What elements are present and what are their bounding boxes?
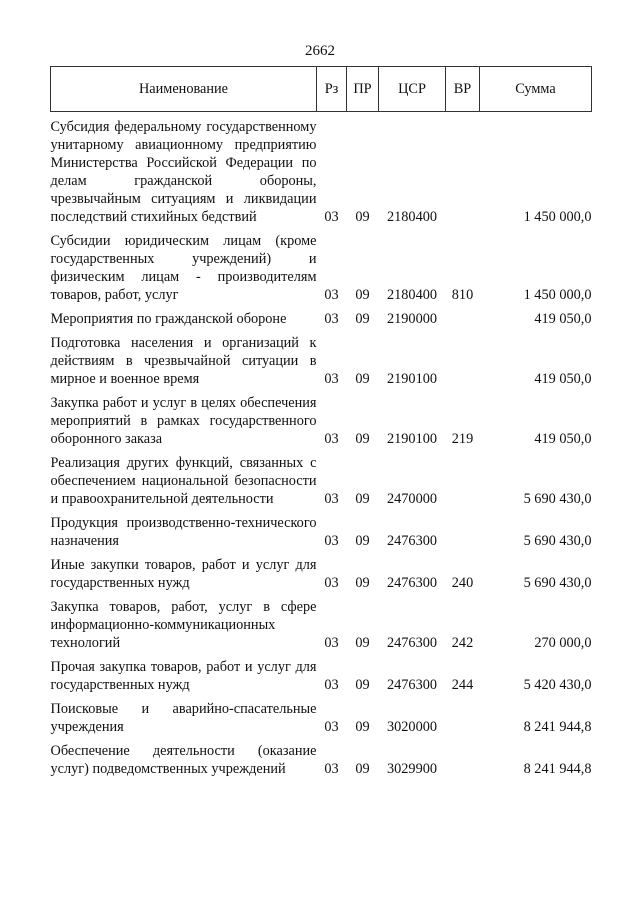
row-name: Реализация других функций, связанных с обеспечением национальной безопасности и правоохранительной деятельности [50, 455, 317, 507]
row-pr: 09 [355, 311, 370, 327]
row-pr: 09 [355, 491, 370, 507]
row-csr: 2180400 [386, 209, 438, 225]
header-name: Наименование [51, 67, 317, 112]
table-header-row [51, 67, 592, 112]
row-name: Прочая закупка товаров, работ и услуг для государственных нужд [50, 659, 317, 693]
table-row [51, 226, 592, 304]
header-csr: ЦСР [379, 67, 446, 112]
row-rz: 03 [324, 431, 339, 447]
row-sum: 5 690 430,0 [523, 575, 592, 591]
row-vr: 242 [451, 635, 474, 651]
row-vr [446, 694, 480, 736]
table-row [51, 304, 592, 328]
row-pr: 09 [355, 761, 370, 777]
row-name: Продукция производственно-технического назначения [50, 515, 317, 549]
row-rz: 03 [324, 491, 339, 507]
row-rz: 03 [324, 575, 339, 591]
table-row [51, 112, 592, 227]
row-pr: 09 [355, 635, 370, 651]
row-name: Закупка работ и услуг в целях обеспечения мероприятий в рамках государственного оборонного заказа [50, 395, 317, 447]
row-vr [446, 736, 480, 778]
row-sum: 8 241 944,8 [523, 761, 592, 777]
row-sum: 419 050,0 [534, 371, 592, 387]
table-row [51, 328, 592, 388]
row-pr: 09 [355, 209, 370, 225]
row-name: Субсидия федеральному государственному унитарному авиационному предприятию Министерства Российской Федерации по делам гражданской обороны, чрезвычайным ситуациям и ликвидации последствий стихийных бедствий [50, 119, 317, 225]
row-vr: 219 [451, 431, 474, 447]
row-csr: 3029900 [386, 761, 438, 777]
row-sum: 5 420 430,0 [523, 677, 592, 693]
row-rz: 03 [324, 209, 339, 225]
row-vr [446, 448, 480, 508]
row-vr: 810 [451, 287, 474, 303]
row-pr: 09 [355, 719, 370, 735]
row-rz: 03 [324, 677, 339, 693]
row-rz: 03 [324, 719, 339, 735]
row-csr: 2180400 [386, 287, 438, 303]
table-row [51, 736, 592, 778]
budget-table [50, 66, 592, 778]
row-rz: 03 [324, 371, 339, 387]
table-row [51, 550, 592, 592]
row-csr: 2190000 [386, 311, 438, 327]
table-row [51, 694, 592, 736]
header-pr: ПР [347, 67, 379, 112]
row-csr: 2190100 [386, 431, 438, 447]
row-vr [446, 508, 480, 550]
row-csr: 2476300 [386, 677, 438, 693]
table-row [51, 388, 592, 448]
table-row [51, 592, 592, 652]
row-sum: 1 450 000,0 [523, 287, 592, 303]
row-vr: 240 [451, 575, 474, 591]
row-vr: 244 [451, 677, 474, 693]
row-csr: 2476300 [386, 635, 438, 651]
page-number: 2662 [305, 43, 335, 59]
header-vr: ВР [446, 67, 480, 112]
row-vr [446, 304, 480, 328]
header-sum: Сумма [480, 67, 592, 112]
row-name: Закупка товаров, работ, услуг в сфере информационно-коммуникационных технологий [50, 599, 317, 651]
row-csr: 2476300 [386, 575, 438, 591]
row-pr: 09 [355, 677, 370, 693]
row-csr: 2190100 [386, 371, 438, 387]
row-name: Обеспечение деятельности (оказание услуг) подведомственных учреждений [50, 743, 317, 777]
row-pr: 09 [355, 533, 370, 549]
row-sum: 8 241 944,8 [523, 719, 592, 735]
row-sum: 419 050,0 [534, 311, 592, 327]
row-sum: 419 050,0 [534, 431, 592, 447]
header-rz: Рз [317, 67, 347, 112]
row-sum: 5 690 430,0 [523, 491, 592, 507]
row-csr: 2470000 [386, 491, 438, 507]
row-name: Субсидии юридическим лицам (кроме государственных учреждений) и физическим лицам - производителям товаров, работ, услуг [50, 233, 317, 303]
row-rz: 03 [324, 635, 339, 651]
row-pr: 09 [355, 371, 370, 387]
row-rz: 03 [324, 533, 339, 549]
row-pr: 09 [355, 431, 370, 447]
row-name: Подготовка населения и организаций к действиям в чрезвычайной ситуации в мирное и военное время [50, 335, 317, 387]
row-pr: 09 [355, 287, 370, 303]
row-sum: 5 690 430,0 [523, 533, 592, 549]
row-vr [446, 328, 480, 388]
table-row [51, 508, 592, 550]
row-pr: 09 [355, 575, 370, 591]
row-csr: 2476300 [386, 533, 438, 549]
table-row [51, 652, 592, 694]
table-row [51, 448, 592, 508]
row-sum: 1 450 000,0 [523, 209, 592, 225]
row-rz: 03 [324, 311, 339, 327]
row-sum: 270 000,0 [534, 635, 592, 651]
row-name: Мероприятия по гражданской обороне [50, 311, 287, 327]
row-vr [446, 112, 480, 227]
row-name: Иные закупки товаров, работ и услуг для государственных нужд [50, 557, 317, 591]
row-rz: 03 [324, 761, 339, 777]
row-name: Поисковые и аварийно-спасательные учреждения [50, 701, 317, 735]
row-csr: 3020000 [386, 719, 438, 735]
row-rz: 03 [324, 287, 339, 303]
